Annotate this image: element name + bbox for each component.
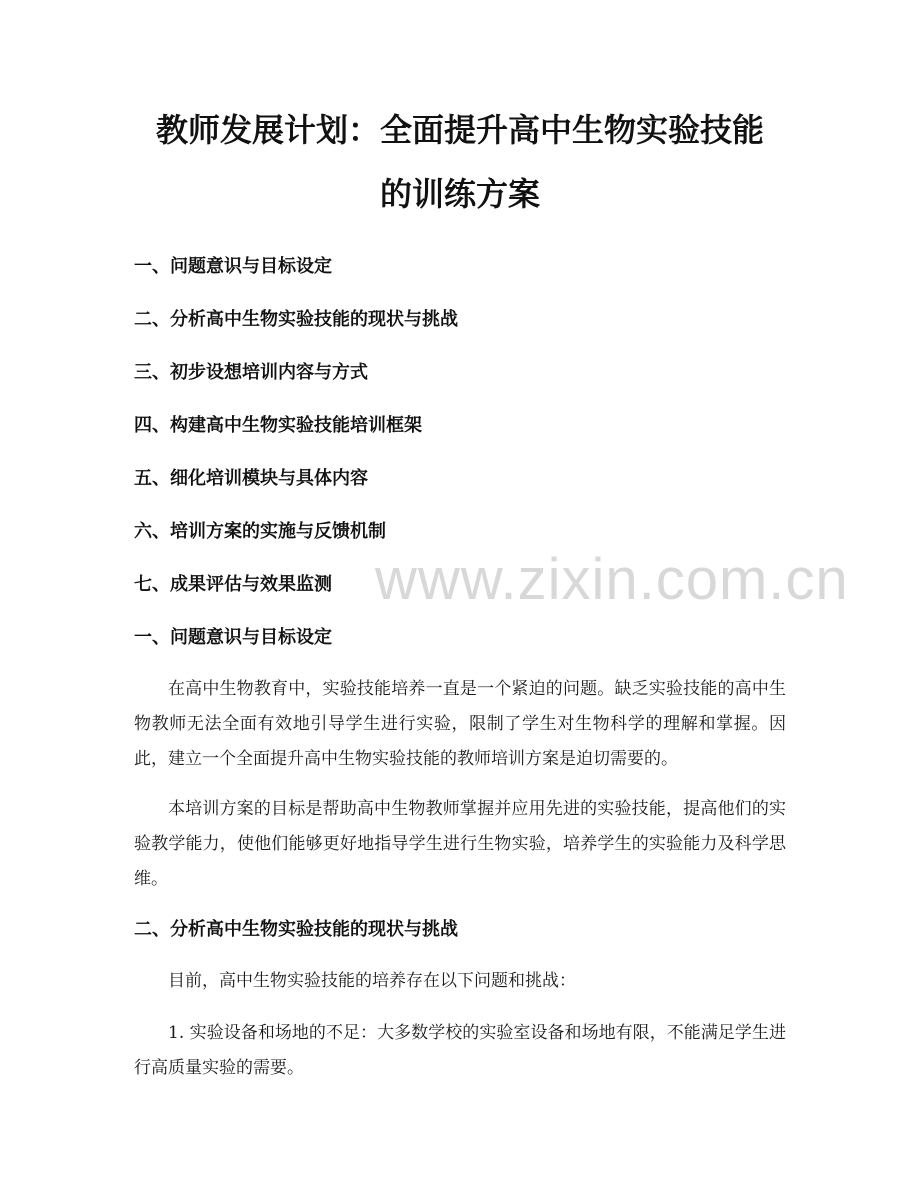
toc-item: 一、问题意识与目标设定 (134, 256, 332, 277)
list-item: 1. 实验设备和场地的不足：大多数学校的实验室设备和场地有限，不能满足学生进行高质量实验的需要。 (134, 1023, 786, 1078)
document-title-line-1: 教师发展计划：全面提升高中生物实验技能 (155, 111, 764, 149)
body-paragraph: 目前，高中生物实验技能的培养存在以下问题和挑战： (168, 971, 576, 991)
document-title-line-2: 的训练方案 (379, 175, 540, 213)
watermark: www.zixin.com.cn (375, 547, 849, 612)
toc-item: 三、初步设想培训内容与方式 (134, 362, 368, 383)
toc-item: 二、分析高中生物实验技能的现状与挑战 (134, 309, 458, 330)
body-paragraph: 本培训方案的目标是帮助高中生物教师掌握并应用先进的实验技能，提高他们的实验教学能力，使他们能够更好地指导学生进行生物实验，培养学生的实验能力及科学思维。 (134, 799, 786, 889)
section-heading: 一、问题意识与目标设定 (134, 627, 332, 648)
toc-item: 七、成果评估与效果监测 (134, 574, 332, 595)
toc-item: 五、细化培训模块与具体内容 (134, 468, 368, 489)
section-heading: 二、分析高中生物实验技能的现状与挑战 (134, 919, 458, 940)
body-paragraph: 在高中生物教育中，实验技能培养一直是一个紧迫的问题。缺乏实验技能的高中生物教师无法全面有效地引导学生进行实验，限制了学生对生物科学的理解和掌握。因此，建立一个全面提升高中生物实验技能的教师培训方案是迫切需要的。 (134, 679, 786, 769)
toc-item: 四、构建高中生物实验技能培训框架 (134, 415, 422, 436)
toc-item: 六、培训方案的实施与反馈机制 (134, 521, 386, 542)
